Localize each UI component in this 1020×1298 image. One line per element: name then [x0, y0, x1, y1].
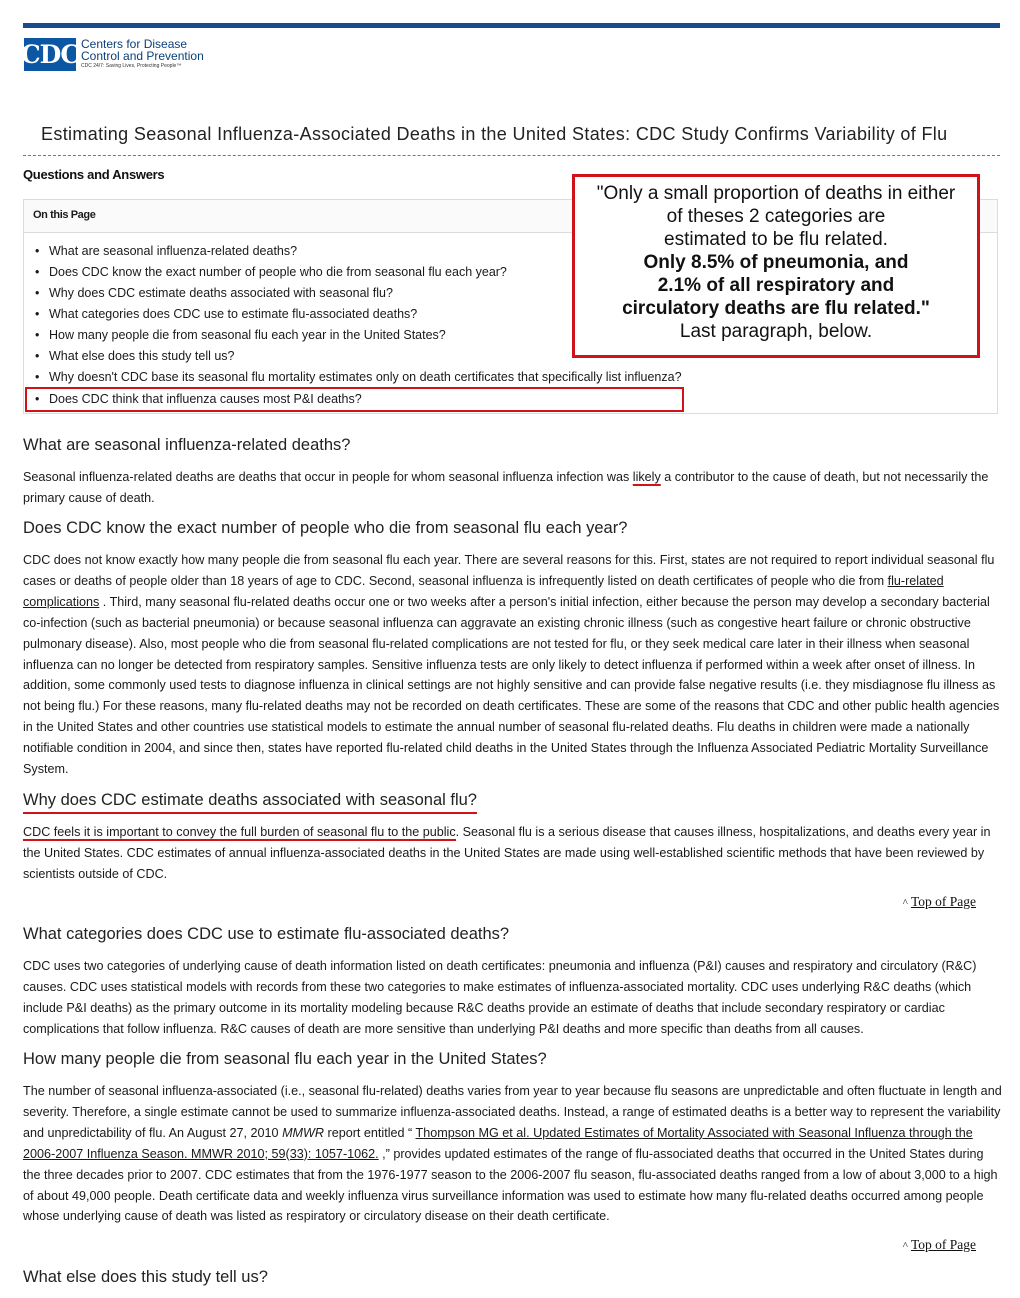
section-heading: What categories does CDC use to estimate flu-associated deaths? [23, 925, 510, 943]
text-run: report entitled “ [324, 1125, 416, 1140]
toc-link[interactable]: • What are seasonal influenza-related deaths? [34, 241, 682, 262]
text-run: . Third, many seasonal flu-related deaths occur one or two weeks after a person's initial infection, either because the person may develop a secondary bacterial co-infection (such as bacterial pneumonia) or because seasonal influenza can aggravate an existing chronic illness (such as congestive heart failure or chronic obstructive pulmonary disease). Also, most people who die from seasonal flu-related complications are not tested for flu, or they seek medical care later in their illness when seasonal influenza can no longer be detected from respiratory samples. Sensitive influenza tests are only likely to detect influenza if performed within a week after onset of illness. In addition, some commonly used tests to diagnose influenza in clinical settings are not highly sensitive and can provide false negative results (i.e. they misdiagnose flu illness as not being flu.) For these reasons, many flu-related deaths may not be recorded on death certificates. These are some of the reasons that CDC and other public health agencies in the United States and other countries use statistical models to estimate the annual number of seasonal flu-related deaths. Flu deaths in children were made a nationally notifiable condition in 2004, and since then, states have reported flu-related child deaths in the United States through the Influenza Associated Pediatric Mortality Surveillance System. [23, 594, 1000, 777]
section-paragraph [23, 822, 1003, 885]
section-heading: What else does this study tell us? [23, 1268, 268, 1286]
title-divider [23, 155, 1000, 156]
toc-link[interactable]: • Why does CDC estimate deaths associated with seasonal flu? [34, 283, 682, 304]
callout-line-bold: Only 8.5% of pneumonia, and [643, 252, 909, 273]
logo-line-1: Centers for Disease [81, 37, 188, 51]
toc-link[interactable]: • Why doesn't CDC base its seasonal flu mortality estimates only on death certificates that specifically list influenza? [34, 367, 682, 388]
toc-link[interactable]: • What categories does CDC use to estimate flu-associated deaths? [34, 304, 682, 325]
caret-up-icon: ^ [902, 1240, 908, 1252]
toc-link[interactable]: • What else does this study tell us? [34, 346, 682, 367]
on-this-page-title: On this Page [33, 209, 96, 221]
text-run: . Seasonal flu is a serious disease that causes illness, hospitalizations, and deaths every year in the United States. CDC estimates of annual influenza-associated deaths in the United States are made using well-established scientific methods that have been reviewed by scientists outside of CDC. [23, 825, 991, 881]
page-title: Estimating Seasonal Influenza-Associated Deaths in the United States: CDC Study Confirms Variability of Flu [41, 124, 948, 144]
flu-complications-link[interactable]: flu-related complications [23, 573, 944, 609]
mmwr-italic: MMWR [282, 1125, 325, 1140]
section-heading: What are seasonal influenza-related deaths? [23, 436, 351, 454]
section-heading: How many people die from seasonal flu each year in the United States? [23, 1050, 547, 1068]
cdc-logo-mark: CDC [20, 40, 80, 69]
top-of-page-label: Top of Page [910, 1237, 976, 1252]
cdc-logo[interactable] [20, 37, 204, 71]
top-of-page-link[interactable] [903, 894, 976, 910]
section-heading: Does CDC know the exact number of people who die from seasonal flu each year? [23, 519, 628, 537]
text-run: The number of seasonal influenza-associated (i.e., seasonal flu-related) deaths varies from year to year because flu seasons are unpredictable and often fluctuate in length and severity. Therefore, a single estimate cannot be used to summarize influenza-associated deaths. Instead, a range of estimated deaths is a better way to represent the variability and unpredictability of flu. An August 27, 2010 [23, 1084, 1002, 1140]
callout-line-bold: circulatory deaths are flu related." [622, 298, 930, 319]
caret-up-icon: ^ [902, 897, 908, 909]
qa-label: Questions and Answers [23, 167, 165, 182]
annotation-callout [572, 174, 980, 358]
underlined-word: likely [632, 470, 661, 484]
callout-line: Last paragraph, below. [679, 321, 873, 342]
cdc-logo-text [81, 38, 204, 70]
toc-link[interactable]: • Does CDC know the exact number of people who die from seasonal flu each year? [34, 262, 682, 283]
underlined-sentence: CDC feels it is important to convey the full burden of seasonal flu to the public [23, 825, 456, 839]
top-of-page-link[interactable] [903, 1237, 976, 1253]
section-paragraph [23, 550, 1003, 780]
text-run: CDC does not know exactly how many people die from seasonal flu each year. There are several reasons for this. First, states are not required to report individual seasonal flu cases or deaths of people older than 18 years of age to CDC. Second, seasonal influenza is infrequently listed on death certificates of people who die from [23, 553, 995, 588]
toc-link[interactable]: • How many people die from seasonal flu each year in the United States? [34, 325, 682, 346]
text-run: a contributor to the cause of death, but not necessarily the primary cause of death. [23, 470, 989, 505]
toc-link-highlighted[interactable]: • Does CDC think that influenza causes most P&I deaths? [27, 389, 682, 410]
callout-line-bold: 2.1% of all respiratory and [657, 275, 895, 296]
top-accent-bar [23, 23, 1000, 28]
logo-tagline: CDC 24/7: Saving Lives, Protecting People™ [81, 63, 182, 69]
text-run: Seasonal influenza-related deaths are deaths that occur in people for whom seasonal influenza infection was [23, 470, 633, 484]
section-heading: Why does CDC estimate deaths associated with seasonal flu? [23, 791, 477, 814]
section-paragraph [23, 1081, 1003, 1227]
thompson-mmwr-link[interactable]: Thompson MG et al. Updated Estimates of Mortality Associated with Seasonal Influenza through the 2006-2007 Influenza Season. MMWR 2010; 59(33): 1057-1062. [23, 1125, 973, 1161]
text-run: ,” provides updated estimates of the range of flu-associated deaths that occurred in the United States during the three decades prior to 2007. CDC estimates that from the 1976-1977 season to the 2006-2007 flu season, flu-associated deaths ranged from a low of about 3,000 to a high of about 49,000 people. Death certificate data and weekly influenza virus surveillance information was used to estimate how many flu-related deaths occurred among people whose underlying cause of death was listed as respiratory or circulatory disease on their death certificate. [23, 1146, 998, 1224]
section-paragraph [23, 467, 1003, 509]
section-paragraph: CDC uses two categories of underlying cause of death information listed on death certificates: pneumonia and influenza (P&I) causes and respiratory and circulatory (R&C) causes. CDC uses statistical models with records from these two categories to make estimates of influenza-associated mortality. CDC uses underlying R&C deaths (which include P&I deaths) as the primary outcome in its mortality modeling because R&C deaths provide an estimate of deaths that include secondary respiratory or cardiac complications that follow influenza. R&C causes of death are more sensitive than underlying P&I deaths and more specific than deaths from all causes. [23, 959, 977, 1036]
callout-line: estimated to be flu related. [664, 229, 888, 250]
logo-line-2: Control and Prevention [81, 49, 204, 63]
callout-line: "Only a small proportion of deaths in either [596, 183, 956, 204]
top-of-page-label: Top of Page [910, 894, 976, 909]
callout-line: of theses 2 categories are [666, 206, 886, 227]
